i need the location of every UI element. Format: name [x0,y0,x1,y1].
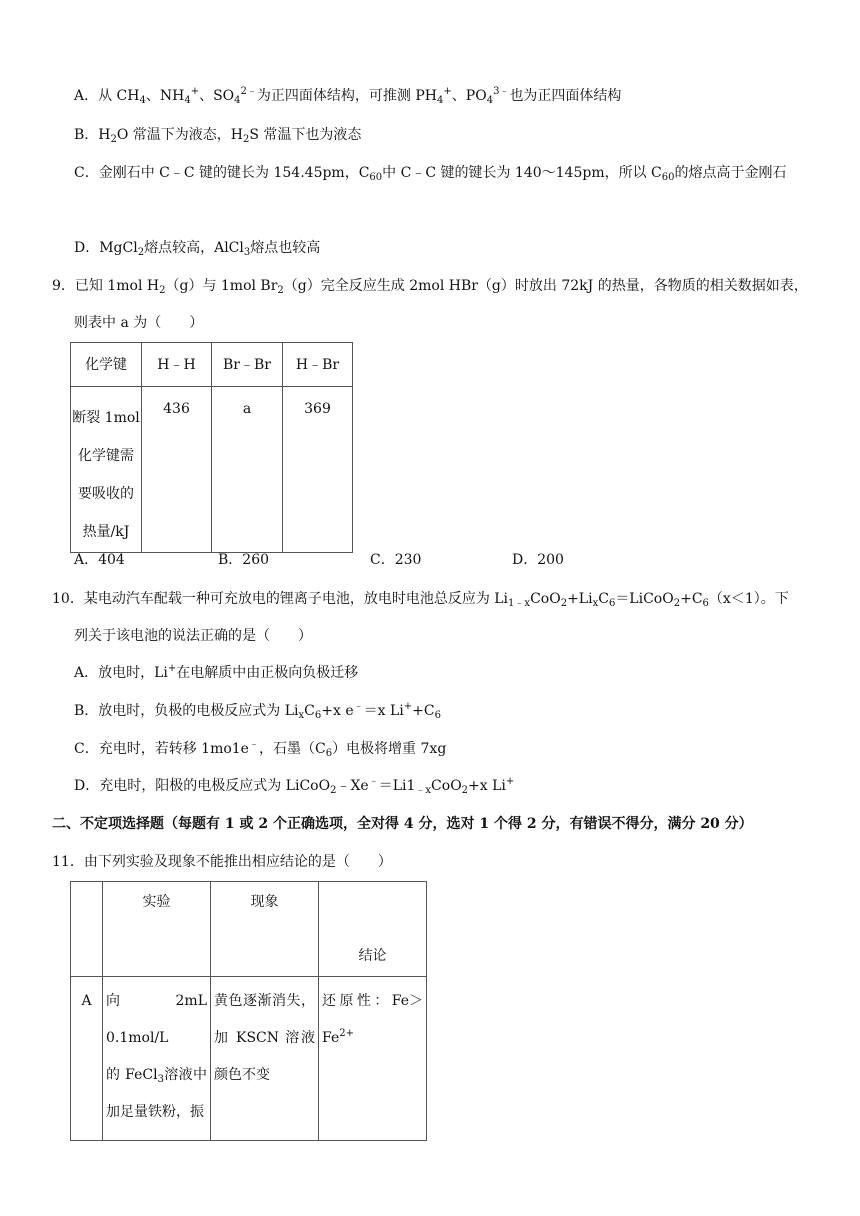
row-label: A [71,977,103,1141]
table-cell: 369 [283,387,353,553]
table-header: 结论 [319,882,427,977]
q9-option: B．260 [218,552,270,568]
q8-option-d: D．MgCl$_2$熔点较高，AlCl$_3$熔点也较高 [74,240,321,258]
table-header: H﹣Br [283,343,353,387]
table-cell-phenomenon: 黄色逐渐消失，加 KSCN 溶液颜色不变 [211,977,319,1141]
table-header: H﹣H [142,343,212,387]
row-label [71,387,142,553]
q8-option-a: A．从 $CH_4$、$NH_4^+$、$SO_4^{2﹣}$为正四面体结构，可推测 $PH_4^+$、$PO_4^{3﹣}$也为正四面体结构 [74,86,622,106]
bond-energy-table [70,342,353,553]
q10-stem-cont: 列关于该电池的说法正确的是（ ） [74,628,312,644]
q10-option-a: A．放电时，Li+在电解质中由正极向负极迁移 [74,663,359,681]
table-cell-conclusion: 还原性：$Fe>Fe^{2+}$ [319,977,427,1141]
q10-stem: 10．某电动汽车配载一种可充放电的锂离子电池，放电时电池总反应为 $Li_{1﹣x}CoO_2+Li_xC_6=LiCoO_2+C_6(x<1)$。下 [52,591,789,609]
table-cell-experiment: 向 2mL 0.1mol/L 的 FeCl$_3$溶液中加足量铁粉，振 [103,977,211,1141]
section-heading: 二、不定项选择题（每题有 1 或 2 个正确选项，全对得 4 分，选对 1 个得 2 分，有错误不得分，满分 20 分） [52,816,753,832]
table-header: Br﹣Br [212,343,283,387]
q10-option-b: B．放电时，负极的电极反应式为 $Li_xC_6+x$ e﹣＝x $Li^++C_6$ [74,701,441,721]
q9-stem: 9．已知 1mol $H_2(g)$与 1mol $Br_2(g)$完全反应生成 2mol HBr（g）时放出 72kJ 的热量，各物质的相关数据如表， [52,278,808,296]
q10-option-d: D．充电时，阳极的电极反应式为 $LiCoO_2﹣Xe^﹣=Li1_{﹣x}CoO_2+x$ Li+ [74,776,515,796]
q8-option-b: B．$H_2O$ 常温下为液态，$H_2S$ 常温下也为液态 [74,127,362,145]
table-header: 化学键 [71,343,142,387]
q9-option: D．200 [512,552,564,568]
row-label-line: 断裂 1mol [72,410,140,426]
table-header: 实验 [103,882,211,977]
table-cell: 436 [142,387,212,553]
q9-stem-cont: 则表中 a 为（ ） [74,315,204,331]
table-cell: a [212,387,283,553]
table-header [71,882,103,977]
q9-option: C．230 [370,552,422,568]
q8-option-c: C．金刚石中 C﹣C 键的键长为 154.45pm，$C_{60}$中 C﹣C 键的键长为 140～145pm，所以 $C_{60}$的熔点高于金刚石 [74,165,787,183]
table-header: 现象 [211,882,319,977]
experiment-table [70,881,427,1141]
q11-stem: 11．由下列实验及现象不能推出相应结论的是（ ） [52,854,392,870]
q10-option-c: C．充电时，若转移 1mo1e﹣，石墨$(C_6)$电极将增重 7xg [74,739,447,759]
row-label-line: 化学键需 [78,448,134,464]
row-label-line: 热量/kJ [82,524,130,540]
q9-option: A．404 [74,552,125,568]
row-label-line: 要吸收的 [78,486,134,502]
